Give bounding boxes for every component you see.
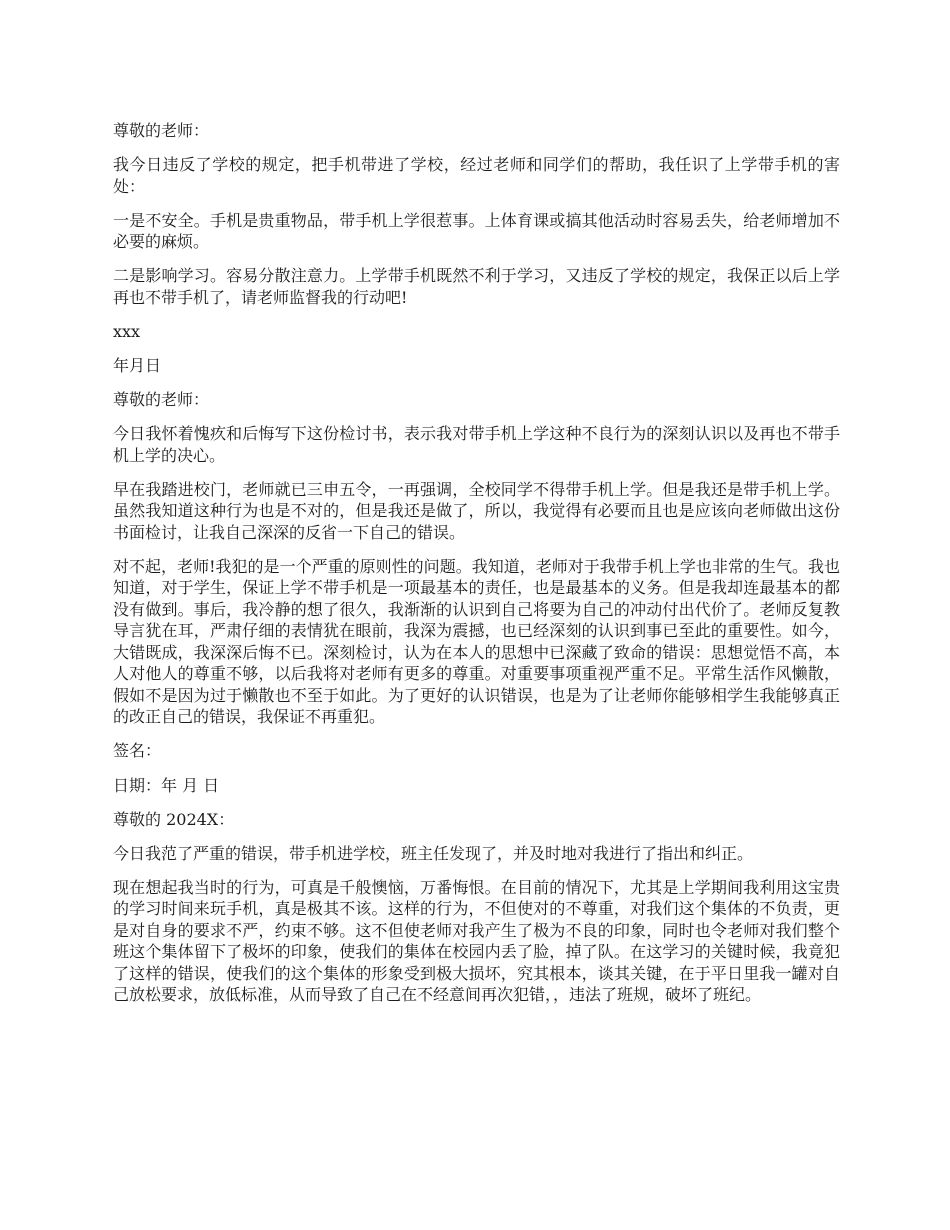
salutation-1: 尊敬的老师： bbox=[113, 121, 210, 140]
paragraph: 今日我怀着愧疚和后悔写下这份检讨书，表示我对带手机上学这种不良行为的深刻认识以及再也不带手机上学的决心。 bbox=[113, 424, 840, 465]
date-label: 日期：年 月 日 bbox=[113, 775, 220, 795]
paragraph: 一是不安全。手机是贵重物品，带手机上学很惹事。上体育课或搞其他活动时容易丢失，给老师增加不必要的麻烦。 bbox=[113, 210, 840, 252]
salutation-2: 尊敬的老师： bbox=[113, 390, 210, 410]
signature-date: 年月日 bbox=[113, 355, 162, 375]
paragraph: 现在想起我当时的行为，可真是千般懊恼，万番悔恨。在目前的情况下，尤其是上学期间我利用这宝贵的学习时间来玩手机，真是极其不该。这样的行为，不但使对的不尊重，对我们这个集体的不负责，更是对自身的要求不严，约束不够。这不但使老师对我产生了极为不良的印象，同时也令老师对我们整个班这个集体留下了极坏的印象，使我们的集体在校园内丢了脸，掉了队。在这学习的关键时候，我竟犯了这样的错误，使我们的这个集体的形象受到极大损坏，究其根本，谈其关键，在于平日里我一罐对自己放松要求，放低标准，从而导致了自己在不经意间再次犯错，，违法了班规，破坏了班纪。 bbox=[113, 877, 840, 1005]
salutation-3: 尊敬的 2024X： bbox=[113, 809, 235, 829]
paragraph: 二是影响学习。容易分散注意力。上学带手机既然不利于学习，又违反了学校的规定，我保正以后上学再也不带手机了，请老师监督我的行动吧! bbox=[113, 266, 840, 307]
signature-name: xxx bbox=[113, 321, 141, 341]
paragraph: 我今日违反了学校的规定，把手机带进了学校，经过老师和同学们的帮助，我任识了上学带手机的害处： bbox=[113, 155, 840, 196]
paragraph: 早在我踏进校门，老师就已三申五令，一再强调，全校同学不得带手机上学。但是我还是带手机上学。虽然我知道这种行为也是不对的，但是我还是做了，所以，我觉得有必要而且也是应该向老师做出这份书面检讨，让我自己深深的反省一下自己的错误。 bbox=[113, 479, 840, 542]
paragraph: 今日我范了严重的错误，带手机进学校，班主任发现了，并及时地对我进行了指出和纠正。 bbox=[113, 843, 754, 863]
document-page bbox=[113, 120, 840, 1018]
signature-label: 签名： bbox=[113, 741, 162, 761]
paragraph: 对不起，老师!我犯的是一个严重的原则性的问题。我知道，老师对于我带手机上学也非常的生气。我也知道，对于学生，保证上学不带手机是一项最基本的责任，也是最基本的义务。但是我却连最基本的都没有做到。事后，我冷静的想了很久，我渐渐的认识到自己将要为自己的冲动付出代价了。老师反复教导言犹在耳，严肃仔细的表情犹在眼前，我深为震撼，也已经深刻的认识到事已至此的重要性。如今，大错既成，我深深后悔不已。深刻检讨，认为在本人的思想中已深藏了致命的错误：思想觉悟不高，本人对他人的尊重不够，以后我将对老师有更多的尊重。对重要事项重视严重不足。平常生活作风懒散，假如不是因为过于懒散也不至于如此。为了更好的认识错误，也是为了让老师你能够相学生我能够真正的改正自己的错误，我保证不再重犯。 bbox=[113, 556, 840, 727]
